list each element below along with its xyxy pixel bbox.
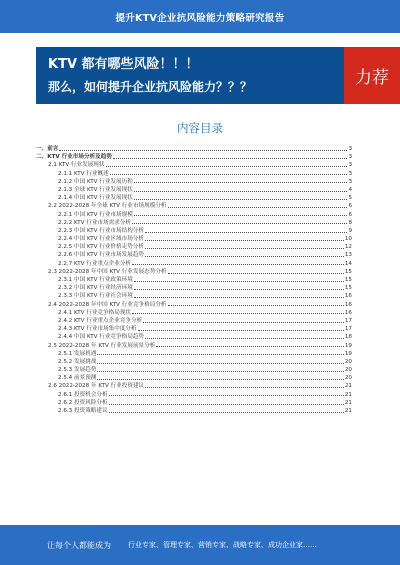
- toc-entry-page: 21: [344, 408, 352, 414]
- toc-entry[interactable]: [36, 309, 352, 317]
- toc-leader-dots: [134, 186, 348, 192]
- toc-leader-dots: [134, 178, 348, 184]
- header-bar: [0, 0, 400, 33]
- toc-leader-dots: [134, 276, 344, 282]
- toc-entry-title: 2.5.1 发展机遇: [58, 350, 97, 357]
- toc-entry-page: 20: [344, 375, 352, 382]
- risk-banner: [36, 47, 400, 104]
- toc-entry[interactable]: [36, 251, 352, 259]
- toc-entry-page: 6: [348, 203, 352, 210]
- toc-entry-page: 16: [344, 301, 352, 308]
- toc-entry-page: 15: [344, 285, 352, 292]
- toc-entry-title: 2.6.1 投资机会分析: [58, 391, 108, 398]
- toc-entry-page: 5: [348, 195, 352, 202]
- toc-entry[interactable]: [36, 186, 352, 194]
- toc-entry-title: 2.6 2022-2028 年 KTV 行业投资建议: [48, 383, 145, 390]
- toc-entry[interactable]: [36, 391, 352, 399]
- toc-entry-title: 2.1.1 KTV 行业概述: [58, 170, 109, 177]
- recommend-badge: [344, 47, 400, 104]
- toc-leader-dots: [138, 325, 344, 331]
- toc-entry[interactable]: [36, 284, 352, 292]
- toc-entry[interactable]: [36, 178, 352, 186]
- toc-entry-page: 8: [348, 219, 352, 226]
- toc-entry-page: 9: [348, 227, 352, 234]
- toc-leader-dots: [132, 260, 344, 266]
- toc-entry-page: 17: [344, 326, 352, 333]
- footer-bar: [0, 525, 400, 565]
- toc-leader-dots: [97, 374, 343, 380]
- toc-leader-dots: [109, 407, 344, 413]
- toc-entry-title: 2.6.3 投资策略建议: [58, 408, 108, 414]
- toc-entry-page: 13: [344, 252, 352, 259]
- toc-leader-dots: [132, 219, 347, 225]
- toc-entry[interactable]: [36, 333, 352, 341]
- toc-leader-dots: [168, 202, 348, 208]
- toc-entry-title: 一、前言: [36, 146, 59, 152]
- toc-entry[interactable]: [36, 211, 352, 219]
- toc-entry-title: 2.5 2022-2028 年 KTV 行业发展前景分析: [48, 342, 156, 349]
- toc-entry-title: 二、KTV 行业市场分析及趋势: [36, 154, 112, 161]
- toc-entry-title: 2.2.4 中国 KTV 行业区域市场分析: [58, 236, 144, 243]
- toc-leader-dots: [168, 268, 344, 274]
- toc-entry[interactable]: [36, 161, 352, 169]
- toc-entry-page: 16: [344, 309, 352, 316]
- toc-leader-dots: [134, 194, 348, 200]
- toc-entry[interactable]: [36, 235, 352, 243]
- toc-entry-title: 2.4 2022-2028 年中国 KTV 行业竞争格局分析: [48, 301, 167, 308]
- toc-entry[interactable]: [36, 227, 352, 235]
- toc-entry[interactable]: [36, 260, 352, 268]
- toc-entry-page: 21: [344, 383, 352, 390]
- toc-entry[interactable]: [36, 317, 352, 325]
- toc-leader-dots: [145, 235, 344, 241]
- toc-entry[interactable]: [36, 170, 352, 178]
- toc-entry[interactable]: [36, 194, 352, 202]
- recommend-badge-text: 力荐: [355, 68, 389, 88]
- toc-leader-dots: [145, 382, 344, 388]
- toc-entry-page: 18: [344, 334, 352, 341]
- toc-leader-dots: [143, 317, 344, 323]
- toc-entry-title: 2.4.1 KTV 行业竞争格局现状: [58, 309, 132, 316]
- toc-entry-title: 2.3.1 中国 KTV 行业政策环境: [58, 277, 133, 283]
- toc-entry[interactable]: [36, 202, 352, 210]
- toc-entry-page: 21: [344, 391, 352, 398]
- report-title: 提升KTV企业抗风险能力策略研究报告: [115, 12, 285, 24]
- toc-entry-title: 2.4.3 KTV 行业市场集中度分析: [58, 326, 137, 333]
- toc-entry-title: 2.2.3 中国 KTV 行业市场结构分析: [58, 227, 144, 234]
- toc-entry[interactable]: [36, 325, 352, 333]
- toc-entry[interactable]: [36, 219, 352, 227]
- toc-entry-page: 3: [348, 178, 352, 185]
- toc-entry-page: 21: [344, 399, 352, 406]
- toc-leader-dots: [145, 251, 344, 257]
- toc-entry-page: 4: [348, 186, 352, 193]
- footer-roles: 行业专家、管理专家、营销专家、战略专家、成功企业家……: [128, 541, 317, 549]
- toc-entry[interactable]: [36, 301, 352, 309]
- toc-entry-page: 20: [344, 358, 352, 365]
- toc-entry-page: 3: [348, 162, 352, 169]
- toc-entry-title: 2.2.2 KTV 行业市场需求分析: [58, 219, 132, 226]
- toc-entry[interactable]: [36, 153, 352, 161]
- toc-leader-dots: [145, 227, 347, 233]
- footer-slogan: 让每个人都能成为: [47, 541, 111, 550]
- toc-entry-title: 2.1.3 全球 KTV 行业发展现状: [58, 186, 133, 193]
- toc-entry[interactable]: [36, 399, 352, 407]
- toc-entry[interactable]: [36, 342, 352, 350]
- toc-entry-title: 2.2 2022-2028 年全球 KTV 行业市场规模分析: [48, 203, 167, 210]
- toc-entry-title: 2.5.3 发展趋势: [58, 367, 97, 374]
- toc-leader-dots: [109, 391, 344, 397]
- toc-entry-title: 2.5.4 前景预测: [58, 375, 97, 382]
- toc-entry[interactable]: [36, 292, 352, 300]
- toc-leader-dots: [110, 170, 348, 176]
- toc-entry[interactable]: [36, 276, 352, 284]
- toc-leader-dots: [109, 399, 344, 405]
- table-of-contents: [36, 145, 352, 415]
- toc-entry[interactable]: [36, 407, 352, 415]
- toc-entry-page: 10: [344, 236, 352, 243]
- toc-entry-title: 2.2.7 KTV 行业重点企业分析: [58, 260, 132, 267]
- toc-entry-page: 16: [344, 293, 352, 300]
- toc-leader-dots: [168, 301, 344, 307]
- toc-leader-dots: [134, 284, 344, 290]
- toc-entry-page: 3: [348, 146, 352, 152]
- toc-entry-page: 17: [344, 317, 352, 324]
- toc-leader-dots: [97, 350, 343, 356]
- toc-entry[interactable]: [36, 268, 352, 276]
- toc-leader-dots: [97, 366, 343, 372]
- toc-leader-dots: [132, 309, 344, 315]
- toc-leader-dots: [145, 333, 344, 339]
- toc-entry-title: 2.1 KTV 行业发展现状: [48, 162, 105, 169]
- toc-leader-dots: [134, 292, 344, 298]
- toc-entry-title: 2.4.4 中国 KTV 行业竞争格局趋势: [58, 334, 144, 341]
- toc-entry-title: 2.2.5 中国 KTV 行业价格走势分析: [58, 244, 144, 251]
- toc-entry-page: 3: [348, 154, 352, 161]
- toc-entry-page: 14: [344, 260, 352, 267]
- toc-entry[interactable]: [36, 145, 352, 153]
- toc-entry-title: 2.2.1 中国 KTV 行业市场规模: [58, 211, 133, 218]
- banner-line-1: KTV 都有哪些风险！！！: [48, 57, 199, 72]
- toc-leader-dots: [59, 145, 347, 151]
- toc-leader-dots: [145, 243, 344, 249]
- toc-entry-title: 2.2.6 中国 KTV 行业市场发展趋势: [58, 252, 144, 259]
- toc-leader-dots: [156, 342, 344, 348]
- toc-entry[interactable]: [36, 243, 352, 251]
- toc-entry-title: 2.5.2 发展挑战: [58, 358, 97, 365]
- toc-entry-title: 2.6.2 投资风险分析: [58, 399, 108, 406]
- toc-entry[interactable]: [36, 366, 352, 374]
- toc-entry-title: 2.1.2 中国 KTV 行业发展历程: [58, 178, 133, 185]
- toc-entry-page: 15: [344, 268, 352, 275]
- toc-entry-title: 2.3.2 中国 KTV 行业经济环境: [58, 285, 133, 292]
- toc-leader-dots: [106, 161, 348, 167]
- toc-entry-page: 20: [344, 367, 352, 374]
- toc-leader-dots: [134, 211, 348, 217]
- toc-entry-title: 2.3 2022-2028 年中国 KTV 行业发展态势分析: [48, 268, 167, 275]
- toc-entry-page: 19: [344, 342, 352, 349]
- toc-entry-title: 2.3.3 中国 KTV 行业社会环境: [58, 293, 133, 300]
- banner-line-2: 那么，如何提升企业抗风险能力？？？: [48, 80, 253, 94]
- toc-entry[interactable]: [36, 374, 352, 382]
- toc-entry[interactable]: [36, 350, 352, 358]
- toc-entry-page: 12: [344, 244, 352, 251]
- toc-entry-title: 2.1.4 中国 KTV 行业发展现状: [58, 195, 133, 202]
- toc-heading: 内容目录: [177, 121, 223, 135]
- toc-leader-dots: [113, 153, 347, 159]
- toc-entry[interactable]: [36, 382, 352, 390]
- toc-entry-page: 19: [344, 350, 352, 357]
- toc-entry-title: 2.4.2 KTV 行业重点企业竞争分析: [58, 317, 143, 324]
- toc-entry-page: 6: [348, 211, 352, 218]
- toc-entry-page: 3: [348, 170, 352, 177]
- toc-leader-dots: [97, 358, 343, 364]
- toc-entry[interactable]: [36, 358, 352, 366]
- toc-entry-page: 15: [344, 277, 352, 283]
